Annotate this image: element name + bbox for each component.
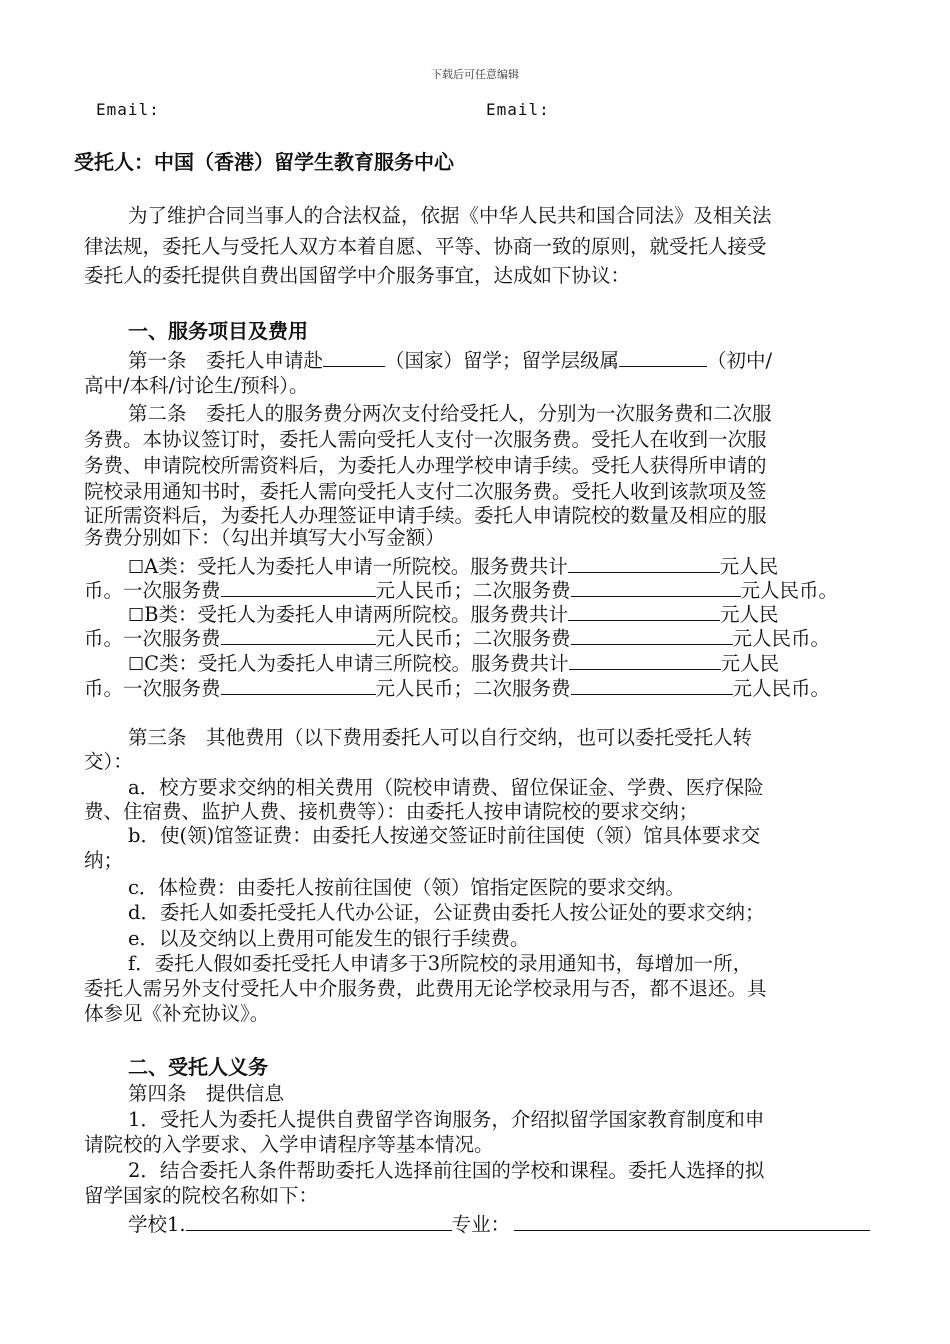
section2-title: 二、受托人义务 — [128, 1055, 268, 1079]
class-b-first-fee-blank[interactable] — [221, 624, 376, 645]
class-b-total-blank[interactable] — [568, 600, 720, 621]
class-c-bi: 币。一次服务费 — [84, 677, 221, 700]
class-a-text: A类：受托人为委托人申请一所院校。服务费共计 — [144, 555, 568, 578]
class-a-first-fee-blank[interactable] — [221, 576, 376, 597]
class-a-bi: 币。一次服务费 — [84, 579, 221, 602]
country-blank[interactable] — [323, 346, 385, 367]
article1-text-b: （国家）留学；留学层级属 — [385, 349, 620, 372]
article1-text-c: （初中/ — [707, 349, 773, 372]
class-c-rmb-end: 元人民币。 — [732, 677, 831, 700]
class-b-yuan: 元人民 — [719, 603, 779, 626]
major-label: 专业： — [451, 1213, 511, 1236]
school-1-label: 学校1. — [128, 1213, 186, 1236]
class-b-line-2 — [84, 624, 830, 651]
school-1-blank[interactable] — [186, 1210, 452, 1231]
article2-line-4: 院校录用通知书时，委托人需向受托人支付二次服务费。受托人收到该款项及签 — [84, 480, 767, 503]
article4-p1-line-2: 请院校的入学要求、入学申请程序等基本情况。 — [84, 1133, 494, 1156]
class-b-checkbox[interactable]: ☐ — [128, 605, 145, 626]
article3-e-line: e．以及交纳以上费用可能发生的银行手续费。 — [128, 927, 530, 950]
school-1-row — [128, 1210, 870, 1237]
class-a-total-blank[interactable] — [568, 552, 720, 573]
class-b-bi: 币。一次服务费 — [84, 627, 221, 650]
class-a-second-fee-blank[interactable] — [571, 576, 741, 597]
article2-line-2: 务费。本协议签订时，委托人需向受托人支付一次服务费。受托人在收到一次服 — [84, 428, 767, 451]
class-a-line-2 — [84, 576, 838, 603]
class-c-checkbox[interactable]: ☐ — [128, 654, 145, 675]
article3-a-line-1: a．校方要求交纳的相关费用（院校申请费、留位保证金、学费、医疗保险 — [128, 776, 764, 799]
article3-f-line-3: 体参见《补充协议》。 — [84, 1002, 270, 1025]
section1-title: 一、服务项目及费用 — [128, 319, 308, 343]
class-b-rmb-mid: 元人民币；二次服务费 — [375, 627, 571, 650]
class-c-total-blank[interactable] — [569, 649, 721, 670]
intro-line-3: 委托人的委托提供自费出国留学中介服务事宜，达成如下协议： — [84, 264, 631, 287]
class-b-second-fee-blank[interactable] — [571, 624, 733, 645]
class-c-text: C类：受托人为委托人申请三所院校。服务费共计 — [144, 652, 569, 675]
article4-p2-line-2: 留学国家的院校名称如下： — [84, 1184, 319, 1207]
class-a-yuan: 元人民 — [719, 555, 779, 578]
class-a-checkbox[interactable]: ☐ — [128, 557, 145, 578]
article3-f-line-1: f．委托人假如委托受托人申请多于3所院校的录用通知书，每增加一所， — [128, 952, 753, 975]
article3-f-line-2: 委托人需另外支付受托人中介服务费，此费用无论学校录用与否，都不退还。具 — [84, 977, 767, 1000]
class-b-text: B类：受托人为委托人申请两所院校。服务费共计 — [144, 603, 568, 626]
class-a-rmb-mid: 元人民币；二次服务费 — [375, 579, 571, 602]
class-c-rmb-mid: 元人民币；二次服务费 — [375, 677, 571, 700]
class-a-rmb-end: 元人民币。 — [740, 579, 839, 602]
level-blank[interactable] — [619, 346, 707, 367]
article2-line-1: 第二条 委托人的服务费分两次支付给受托人，分别为一次服务费和二次服 — [128, 402, 772, 425]
article1-text-a: 第一条 委托人申请赴 — [128, 349, 324, 372]
article3-b-line-1: b．使(领)馆签证费：由委托人按递交签证时前往国使（领）馆具体要求交 — [128, 824, 761, 847]
article3-line-2: 交）： — [84, 750, 133, 773]
article3-d-line: d．委托人如委托受托人代办公证，公证费由委托人按公证处的要求交纳； — [128, 901, 765, 924]
article3-b-line-2: 纳； — [84, 849, 124, 872]
email-left-label: Email: — [96, 100, 160, 119]
class-c-yuan: 元人民 — [720, 652, 780, 675]
article4-p2-line-1: 2．结合委托人条件帮助委托人选择前往国的学校和课程。委托人选择的拟 — [128, 1159, 765, 1182]
class-c-second-fee-blank[interactable] — [571, 674, 733, 695]
article3-c-line: c．体检费：由委托人按前往国使（领）馆指定医院的要求交纳。 — [128, 876, 685, 899]
article3-a-line-2: 费、住宿费、监护人费、接机费等）：由委托人按申请院校的要求交纳； — [84, 800, 699, 823]
article2-line-6: 务费分别如下：（勾出并填写大小写金额） — [84, 526, 445, 549]
class-c-line-2 — [84, 674, 830, 701]
article4-title: 第四条 提供信息 — [128, 1082, 285, 1105]
article4-p1-line-1: 1．受托人为委托人提供自费留学咨询服务，介绍拟留学国家教育制度和申 — [128, 1108, 765, 1131]
class-c-line-1 — [128, 649, 779, 677]
article3-line-1: 第三条 其他费用（以下费用委托人可以自行交纳，也可以委托受托人转 — [128, 726, 753, 749]
class-c-first-fee-blank[interactable] — [221, 674, 376, 695]
article2-line-3: 务费、申请院校所需资料后，为委托人办理学校申请手续。受托人获得所申请的 — [84, 454, 767, 477]
major-blank[interactable] — [514, 1210, 870, 1231]
page-header-note: 下载后可任意编辑 — [431, 68, 519, 81]
article1-line-2: 高中/本科/讨论生/预科）。 — [84, 374, 309, 397]
article1-line-1 — [128, 346, 772, 373]
intro-line-2: 律法规，委托人与受托人双方本着自愿、平等、协商一致的原则，就受托人接受 — [84, 235, 767, 258]
intro-line-1: 为了维护合同当事人的合法权益，依据《中华人民共和国合同法》及相关法 — [128, 204, 772, 227]
article2-line-5: 证所需资料后，为委托人办理签证申请手续。委托人申请院校的数量及相应的服 — [84, 504, 767, 527]
class-b-rmb-end: 元人民币。 — [732, 627, 831, 650]
email-right-label: Email: — [486, 100, 550, 119]
trustee-line: 受托人：中国（香港）留学生教育服务中心 — [74, 150, 454, 174]
